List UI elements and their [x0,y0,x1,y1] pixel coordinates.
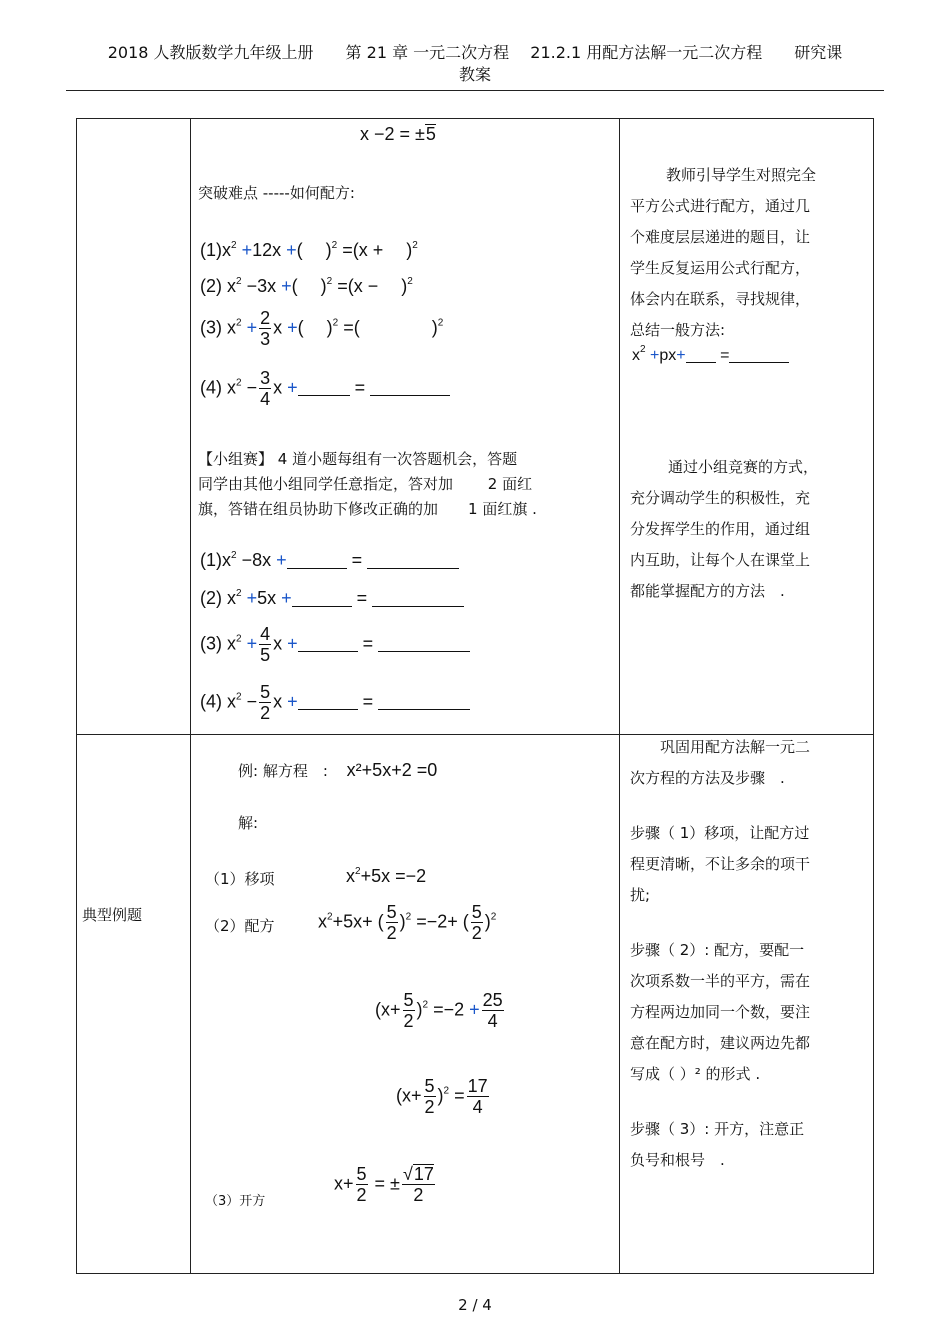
step1-equation: $x^2+5x =-2$ [346,866,427,886]
page-number: 2 / 4 [458,1296,492,1314]
general-formula: $x^2 +px+$ = [632,344,789,365]
example-title: 例: 解方程 : x²+5x+2 =0 [238,760,438,780]
problem-3: (3) $x^2$ + $\frac{2}{3}$ x +( )$^2$ =( )$^2$ [200,308,444,349]
sqrt-symbol: √ [402,1164,413,1184]
step3-equation: x+ $\frac{5}{2}$ = ± $\frac{√17}{2}$ [334,1164,434,1205]
problem-1: $(1)x^2 +12x$ +( )$^2$ =(x + )$^2$ [200,240,418,260]
step2-equation: $x^2+5x+$ ( $\frac{5}{2}$ )$^2$ =−2+ ( $\frac{5}{2}$ )$^2$ [318,902,497,943]
problem-4: (4) $x^2$ − $\frac{3}{4}$ x + = [200,368,450,409]
header-rule [66,90,884,91]
step2-label: （2）配方 [205,917,275,935]
difficulty-heading: 突破难点 -----如何配方: [198,184,355,202]
contest-description: 【小组赛】 4 道小题每组有一次答题机会，答题 同学由其他小组同学任意指定，答对加 2 面红 旗，答错在组员协助下修改正确的加 1 面红旗 . [198,450,537,518]
step2-result: (x+ $\frac{5}{2}$ )$^2$ = $\frac{17}{4}$ [396,1076,488,1117]
row2-notes: 巩固用配方法解一元二 次方程的方法及步骤 . 步骤（ 1）移项，让配方过 程更清晰，不让多余的项干 扰; 步骤（ 2）: 配方，要配一 次项系数一半的平方，需在 方程两边加同一个数，要注 意在配方时，建议两边先都 写成（ ）² 的形式 . 步骤（ 3）: 开方，注意正 负号和根号 . [630,738,811,1169]
contest-problem-1: $(1)x^2 -8x$ + = [200,550,459,571]
top-equation: x −2 = ±5 [360,124,436,144]
header-title: 2018 人教版数学九年级上册 第 21 章 一元二次方程 21.2.1 用配方法解一元二次方程 研究课 教案 [107,43,843,84]
table-border-bottom [76,1273,874,1274]
step3-label: （3）开方 [205,1194,266,1209]
step2-simplified: (x+ $\frac{5}{2}$ )$^2$ =−2 + $\frac{25}{4}$ [375,990,503,1031]
contest-problem-4: (4) $x^2$ − $\frac{5}{2}$ x + = [200,682,470,723]
table-border-left [76,118,77,1274]
contest-problem-2: (2) $x^2 +5x$ + = [200,588,464,609]
solve-label: 解: [238,814,259,832]
row2-label: 典型例题 [82,906,143,924]
problem-2: (2) $x^2 -3x$ +( )$^2$ =(x − )$^2$ [200,276,413,296]
teacher-note-2: 通过小组竞赛的方式， 充分调动学生的积极性，充 分发挥学生的作用，通过组 内互助，让每个人在课堂上 都能掌握配方的方法 . [630,458,819,600]
table-divider-1 [190,118,191,1274]
table-border-right [873,118,874,1274]
table-divider-2 [619,118,620,1274]
table-border-top [76,118,874,119]
contest-problem-3: (3) $x^2$ + $\frac{4}{5}$ x + = [200,624,470,665]
teacher-note-1: 教师引导学生对照完全 平方公式进行配方，通过几 个难度层层递进的题目，让 学生反复运用公式行配方， 体会内在联系，寻找规律， 总结一般方法: [630,166,817,339]
step1-label: （1）移项 [205,870,275,888]
